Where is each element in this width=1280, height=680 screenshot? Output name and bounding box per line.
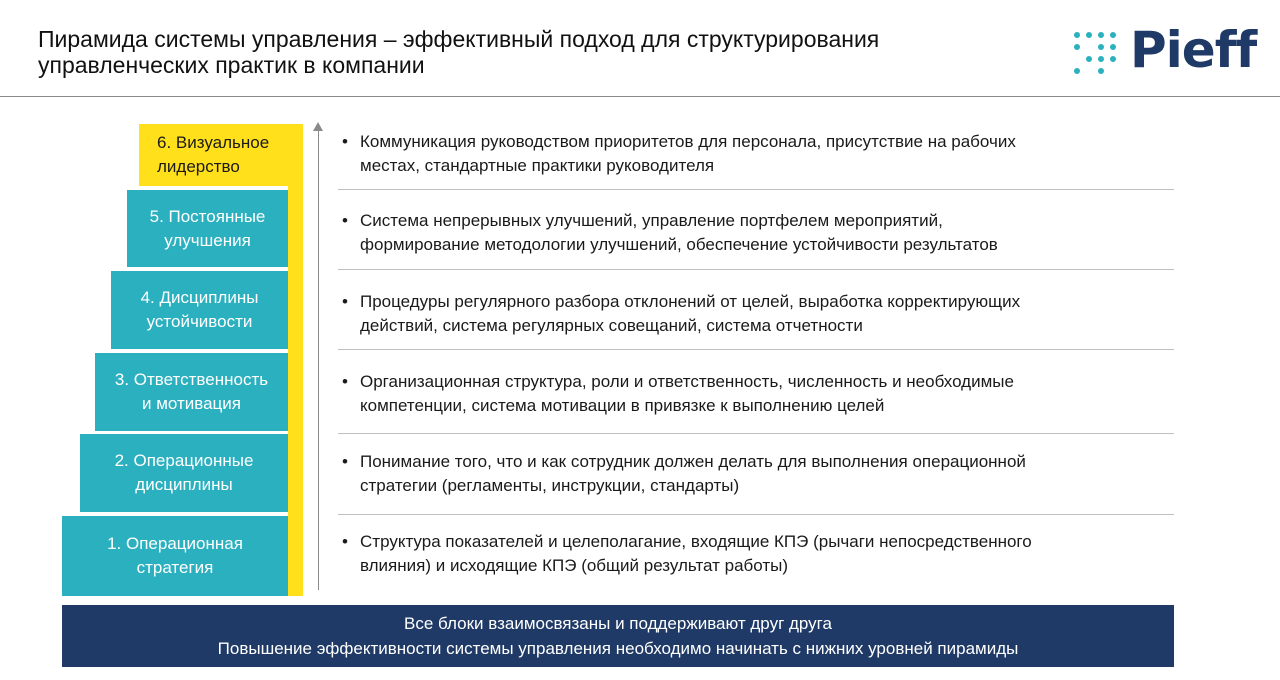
page-title-line-2: управленческих практик в компании [38,52,425,78]
arrow-up-icon [313,122,323,131]
row-divider [338,433,1174,434]
description-row-2-line-1: Понимание того, что и как сотрудник должен делать для выполнения операционной [360,452,1026,471]
pyramid-level-6 [139,124,288,186]
description-row-6 [338,128,1174,208]
description-row-3 [338,368,1174,448]
pyramid-level-2 [80,434,288,512]
row-divider [338,349,1174,350]
description-row-4-line-1: Процедуры регулярного разбора отклонений от целей, выработка корректирующих [360,292,1021,311]
description-row-2 [338,448,1174,528]
description-row-2-line-2: стратегии (регламенты, инструкции, стандарты) [360,476,740,495]
description-row-1-line-2: влияния) и исходящие КПЭ (общий результат работы) [360,556,789,575]
pyramid-level-1 [62,516,288,596]
bullet-icon: • [342,532,348,551]
pyramid-level-2-line-1: 2. Операционные [114,451,254,470]
pyramid-level-5-line-1: 5. Постоянные [149,206,266,226]
header-divider [0,96,1280,97]
footer-line-2: Повышение эффективности системы управления необходимо начинать с нижних уровней пирамиды [217,639,1019,658]
row-divider [338,269,1174,270]
footer-banner [62,605,1174,667]
description-row-6-line-1: Коммуникация руководством приоритетов для персонала, присутствие на рабочих [360,132,1016,151]
row-divider [338,514,1174,515]
pieff-logo [1072,21,1262,79]
upward-arrow-line [318,130,319,590]
pyramid-level-5 [127,190,288,267]
bullet-icon: • [342,292,348,311]
description-row-6-line-2: местах, стандартные практики руководителя [360,156,715,175]
pyramid-level-5-line-2: улучшения [164,230,251,250]
description-row-5-line-2: формирование методологии улучшений, обеспечение устойчивости результатов [360,235,998,254]
footer-line-1: Все блоки взаимосвязаны и поддерживают друг друга [404,614,832,633]
row-divider [338,189,1174,190]
bullet-icon: • [342,452,348,471]
pyramid-level-6-line-1: 6. Визуальное [157,133,270,152]
bullet-icon: • [342,372,348,391]
logo-dots-icon [1072,30,1122,76]
description-row-4-line-2: действий, система регулярных совещаний, система отчетности [360,316,863,335]
logo-wordmark: Pieff [1130,21,1257,79]
description-row-5 [338,207,1174,287]
pyramid-level-3-line-2: и мотивация [141,394,241,413]
pyramid-level-4 [111,271,288,349]
bullet-icon: • [342,132,348,151]
page-title [38,26,998,78]
pyramid-yellow-side-bar [288,124,303,596]
bullet-icon: • [342,211,348,230]
description-row-1 [338,528,1174,608]
pyramid-level-1-line-2: стратегия [136,558,214,577]
description-row-3-line-1: Организационная структура, роли и ответственность, численность и необходимые [360,372,1014,391]
pyramid-level-6-line-2: лидерство [157,157,240,176]
pyramid-level-4-line-1: 4. Дисциплины [140,288,259,307]
pyramid-level-3-line-1: 3. Ответственность [114,370,269,389]
pyramid-level-4-line-2: устойчивости [146,312,253,331]
description-row-5-line-1: Система непрерывных улучшений, управление портфелем мероприятий, [360,211,943,230]
description-row-4 [338,288,1174,368]
pyramid-level-2-line-2: дисциплины [135,475,233,494]
pyramid-level-1-line-1: 1. Операционная [107,534,243,553]
description-row-3-line-2: компетенции, система мотивации в привязке к выполнению целей [360,396,885,415]
pyramid-level-3 [95,353,288,431]
description-row-1-line-1: Структура показателей и целеполагание, входящие КПЭ (рычаги непосредственного [360,532,1032,551]
page-title-line-1: Пирамида системы управления – эффективный подход для структурирования [38,26,880,52]
